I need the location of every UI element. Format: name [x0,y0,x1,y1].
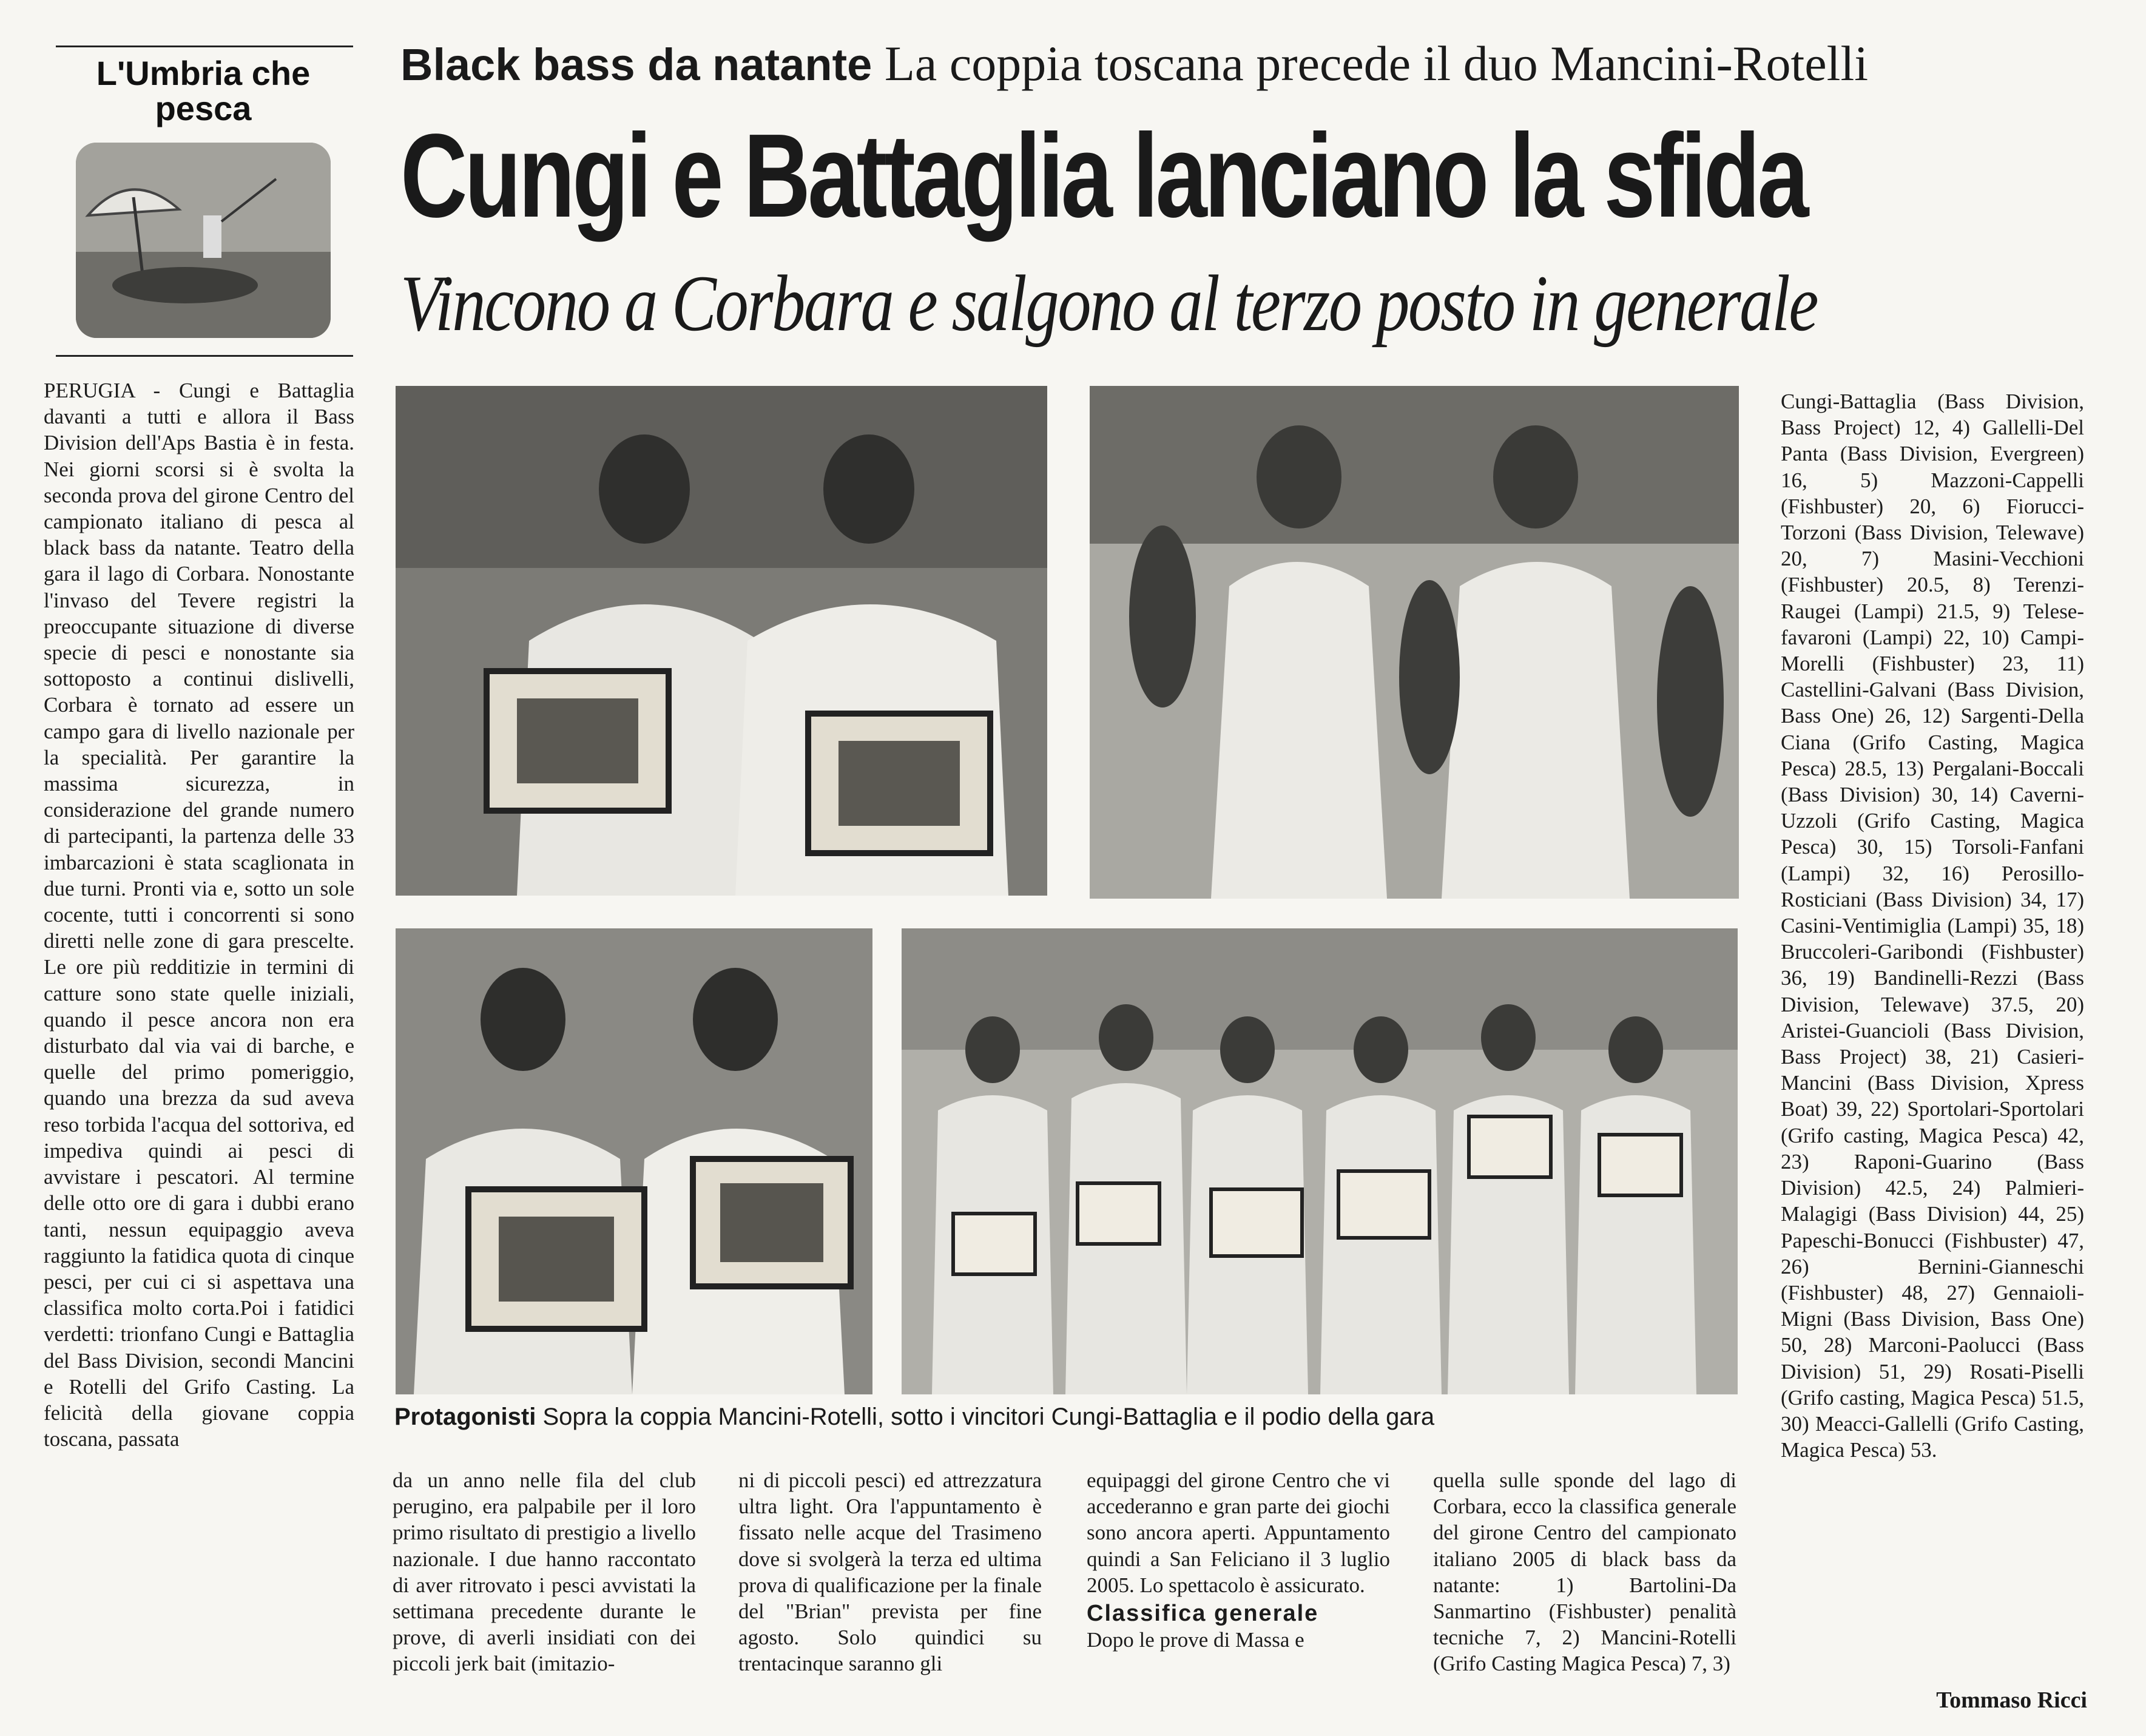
kicker-bold: Black bass da natante [400,39,872,90]
section-title: L'Umbria che pesca [96,54,311,127]
article-column-4-text: quella sulle sponde del lago di Corbara, ecco la classifica generale del girone Centro del campionato italiano 2005 di black bass da natante: 1) Bartolini-Da Sanmartino (Fishbuster) penalità tecniche 7, 2) Mancini-Rotelli (Grifo Casting Magica Pesca) 7, 3) [1433,1468,1736,1676]
article-column-1-text: da un anno nelle fila del club perugino, era palpabile per il loro primo risultato di prestigio a livello nazionale. I due hanno raccontato di aver ritrovato i pesci avvistati la settimana precedente durante le prove, di averli insidiati con dei piccoli jerk bait (imitazio- [393,1468,696,1676]
headline-subtitle: Vincono a Corbara e salgono al terzo posto in generale [400,258,1817,348]
caption-label: Protagonisti [394,1403,536,1430]
photo-mancini-rotelli [396,386,1047,896]
caption-text: Sopra la coppia Mancini-Rotelli, sotto i vincitori Cungi-Battaglia e il podio della gara [542,1403,1435,1430]
article-lead-column [44,377,354,1452]
article-column-3-after: Dopo le prove di Massa e [1087,1628,1304,1652]
standings-text: Cungi-Battaglia (Bass Division, Bass Project) 12, 4) Gallelli-Del Panta (Bass Division, Evergreen) 16, 5) Mazzoni-Cappelli (Fishbuster) 20, 6) Fiorucci-Torzoni (Bass Division, Telewave) 20, 7) Masini-Vecchioni (Fishbuster) 20.5, 8) Terenzi-Raugei (Lampi) 21.5, 9) Telese-favaroni (Lampi) 22, 10) Campi-Morelli (Fishbuster) 23, 11) Castellini-Galvani (Bass Division, Bass One) 26, 12) Sargenti-Della Ciana (Grifo Casting, Magica Pesca) 28.5, 13) Pergalani-Boccali (Bass Division) 30, 14) Caverni-Uzzoli (Grifo Casting, Magica Pesca) 30, 15) Torsoli-Fanfani (Lampi) 32, 16) Perosillo-Rosticiani (Bass Division) 34, 17) Casini-Ventimiglia (Lampi) 35, 18) Bruccoleri-Garibondi (Fishbuster) 36, 19) Bandinelli-Rezzi (Bass Division, Telewave) 37.5, 20) Aristei-Guancioli (Bass Division, Bass Project) 38, 21) Casieri-Mancini (Bass Division, Xpress Boat) 39, 22) Sportolari-Sportolari (Grifo casting, Magica Pesca) 42, 23) Raponi-Guarino (Bass Division) 42.5, 24) Palmieri-Malagigi (Bass Division) 44, 25) Papeschi-Bonucci (Fishbuster) 47, 26) Bernini-Gianneschi (Fishbuster) 48, 27) Gennaioli-Migni (Bass Division, Bass One) 50, 28) Marconi-Paolucci (Bass Division) 51, 29) Rosati-Piselli (Grifo casting, Magica Pesca) 51.5, 30) Meacci-Gallelli (Grifo Casting, Magica Pesca) 53. [1781,390,2084,1462]
standings-column [1781,388,2084,1463]
article-column-1 [393,1467,696,1677]
section-photo [76,143,331,338]
article-column-4 [1433,1467,1736,1677]
article-column-2-text: ni di piccoli pesci) ed attrezzatura ultra light. Ora l'appuntamento è fissato nelle acque del Trasimeno dove si svolgerà la terza ed ultima prova di qualificazione per la finale del "Brian" prevista per fine agosto. Solo quindici su trentacinque saranno gli [738,1468,1042,1676]
classifica-subtitle: Classifica generale [1087,1601,1319,1627]
article-column-3 [1087,1467,1390,1653]
article-lead-text: PERUGIA - Cungi e Battaglia davanti a tutti e allora il Bass Division dell'Aps Bastia è in festa. Nei giorni scorsi si è svolta la seconda prova del girone Centro del campionato italiano di pesca al black bass da natante. Teatro della gara il lago di Corbara. Nonostante l'invaso del Tevere registri la preoccupante situazione di diverse specie di pesci e nonostante sia sottoposto a continui dislivelli, Corbara è tornato ad essere un campo gara di livello nazionale per la specialità. Per garantire la massima sicurezza, in considerazione del grande numero di partecipanti, la partenza delle 33 imbarcazioni è stata scaglionata in due turni. Pronti via e, sotto un sole cocente, tutti i concorrenti si sono diretti nelle zone di gara prescelte. Le ore più redditizie in termini di catture sono state quelle iniziali, quando il pesce ancora non era disturbato dal via vai di barche, e quelle del primo pomeriggio, quando una brezza da sud aveva reso torbida l'acqua del sottoriva, ed impediva quindi ai pesci di avvistare i pescatori. Al termine delle otto ore di gara i dubbi erano tanti, nessun equipaggio aveva raggiunto la fatidica quota di cinque pesci, per cui ci si aspettava una classifica molto corta.Poi i fatidici verdetti: trionfano Cungi e Battaglia del Bass Division, secondi Mancini e Rotelli del Grifo Casting. La felicità della giovane coppia toscana, passata [44,379,354,1451]
headline-title: Cungi e Battaglia lanciano la sfida [400,109,1806,242]
section-bottom-rule [56,355,353,357]
article-column-2 [738,1467,1042,1677]
article-column-3-text: equipaggi del girone Centro che vi accederanno e gran parte dei giochi sono ancora aperti. Appuntamento quindi a San Feliciano il 3 luglio 2005. Lo spettacolo è assicurato. [1087,1468,1390,1597]
photo-podium [902,928,1738,1394]
kicker-text: La coppia toscana precede il duo Mancini-Rotelli [884,36,1869,91]
photo-cungi-battaglia [396,928,872,1394]
photo-caption [394,1402,1747,1432]
byline: Tommaso Ricci [1936,1687,2087,1713]
headline-kicker [400,33,2117,95]
section-top-rule [56,46,353,47]
photo-fish-catch [1090,386,1739,899]
